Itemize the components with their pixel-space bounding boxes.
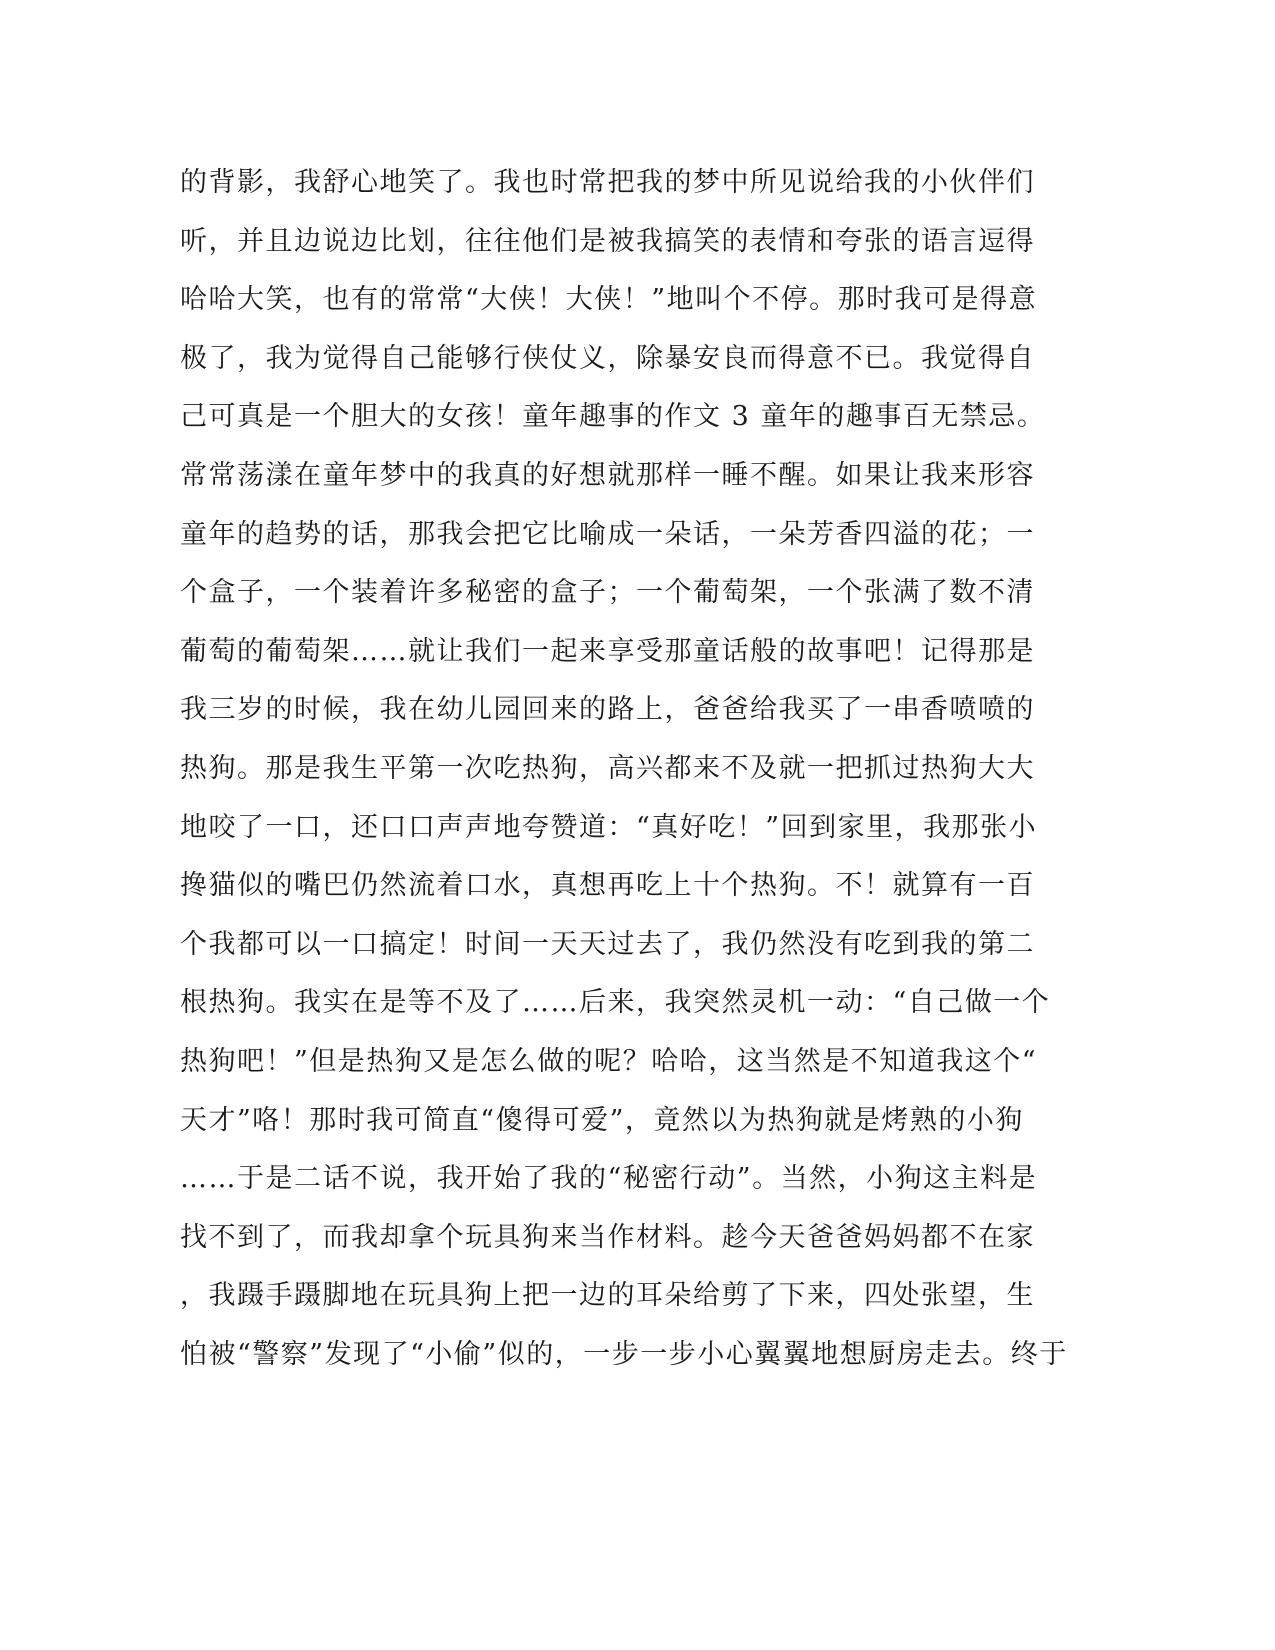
text-line: 极了，我为觉得自己能够行侠仗义，除暴安良而得意不已。我觉得自 (180, 342, 1035, 374)
text-line: 我三岁的时候，我在幼儿园回来的路上，爸爸给我买了一串香喷喷的 (180, 694, 1035, 726)
text-line: 地咬了一口，还口口声声地夸赞道：“真好吃！”回到家里，我那张小 (180, 811, 1038, 843)
text-line: 个盒子，一个装着许多秘密的盒子；一个葡萄架，一个张满了数不清 (180, 577, 1035, 609)
text-line: ……于是二话不说，我开始了我的“秘密行动”。当然，小狗这主料是 (180, 1163, 1038, 1195)
text-line: 天才”咯！那时我可简直“傻得可爱”，竟然以为热狗就是烤熟的小狗 (180, 1104, 1024, 1136)
text-line: 听，并且边说边比划，往往他们是被我搞笑的表情和夸张的语言逗得 (180, 225, 1035, 257)
body-text (180, 154, 1068, 1384)
text-line: 热狗。那是我生平第一次吃热狗，高兴都来不及就一把抓过热狗大大 (180, 752, 1035, 784)
text-line: 找不到了，而我却拿个玩具狗来当作材料。趁今天爸爸妈妈都不在家 (180, 1221, 1035, 1253)
text-line: 搀猫似的嘴巴仍然流着口水，真想再吃上十个热狗。不！就算有一百 (180, 870, 1035, 902)
text-line: 己可真是一个胆大的女孩！童年趣事的作文 3 童年的趣事百无禁忌。 (180, 401, 1046, 433)
text-line: 怕被“警察”发现了“小偷”似的，一步一步小心翼翼地想厨房走去。终于 (180, 1338, 1068, 1370)
text-line: 个我都可以一口搞定！时间一天天过去了，我仍然没有吃到我的第二 (180, 928, 1035, 960)
text-line: 热狗吧！”但是热狗又是怎么做的呢？哈哈，这当然是不知道我这个“ (180, 1045, 1038, 1077)
text-line: ，我蹑手蹑脚地在玩具狗上把一边的耳朵给剪了下来，四处张望，生 (180, 1280, 1035, 1312)
text-line: 常常荡漾在童年梦中的我真的好想就那样一睡不醒。如果让我来形容 (180, 459, 1035, 491)
text-line: 的背影，我舒心地笑了。我也时常把我的梦中所见说给我的小伙伴们 (180, 167, 1035, 198)
text-line: 童年的趋势的话，那我会把它比喻成一朵话，一朵芳香四溢的花；一 (180, 518, 1035, 550)
text-line: 哈哈大笑，也有的常常“大侠！大侠！”地叫个不停。那时我可是得意 (180, 284, 1038, 316)
text-line: 葡萄的葡萄架……就让我们一起来享受那童话般的故事吧！记得那是 (180, 635, 1035, 667)
text-line: 根热狗。我实在是等不及了……后来，我突然灵机一动：“自己做一个 (180, 987, 1051, 1019)
